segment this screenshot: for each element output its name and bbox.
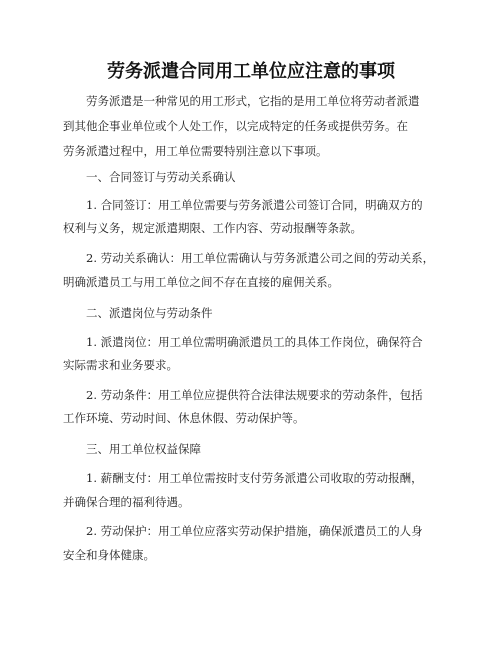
paragraph-line: 1. 薪酬支付：用工单位需按时支付劳务派遣公司收取的劳动报酬， [86, 471, 423, 485]
paragraph-line: 安全和身体健康。 [63, 548, 155, 562]
paragraph-line: 权利与义务，规定派遣期限、工作内容、劳动报酬等条款。 [63, 221, 362, 235]
paragraph-line: 并确保合理的福利待遇。 [63, 495, 190, 509]
paragraph-line: 2. 劳动条件：用工单位应提供符合法律法规要求的劳动条件，包括 [86, 388, 423, 402]
paragraph-line: 实际需求和业务要求。 [63, 358, 178, 372]
paragraph-line: 1. 合同签订：用工单位需要与劳务派遣公司签订合同，明确双方的 [86, 198, 423, 212]
paragraph-line: 劳务派遣是一种常见的用工形式，它指的是用工单位将劳动者派遣 [86, 94, 420, 108]
section-heading-text: 二、派遣岗位与劳动条件 [86, 306, 213, 320]
paragraph-line: 劳务派遣过程中，用工单位需要特别注意以下事项。 [63, 144, 328, 158]
document-title: 劳务派遣合同用工单位应注意的事项 [107, 61, 395, 82]
section-heading-text: 一、合同签订与劳动关系确认 [86, 170, 236, 184]
paragraph-line: 2. 劳动保护：用工单位应落实劳动保护措施，确保派遣员工的人身 [86, 524, 423, 538]
paragraph-line: 1. 派遣岗位：用工单位需明确派遣员工的具体工作岗位，确保符合 [86, 335, 423, 349]
paragraph-line: 明确派遣员工与用工单位之间不存在直接的雇佣关系。 [63, 275, 339, 289]
paragraph-line: 到其他企事业单位或个人处工作，以完成特定的任务或提供劳务。在 [63, 119, 408, 133]
section-heading-text: 三、用工单位权益保障 [86, 442, 201, 456]
paragraph-line: 工作环境、劳动时间、休息休假、劳动保护等。 [63, 411, 305, 425]
paragraph-line: 2. 劳动关系确认：用工单位需确认与劳务派遣公司之间的劳动关系， [86, 251, 435, 265]
